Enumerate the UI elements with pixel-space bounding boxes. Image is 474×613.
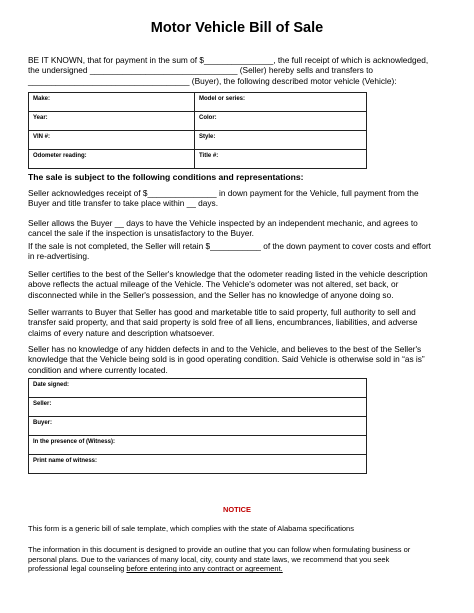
intro-line-3: ___________________________________ (Buyer), the following described motor vehicle (Vehicle): <box>28 75 397 86</box>
intro-paragraph <box>28 55 448 86</box>
paragraph-line: condition and where currently located. <box>28 364 168 375</box>
retention-paragraph <box>28 241 448 262</box>
disclaimer-line: personal plans. Due to the variances of many local, city, county and state laws, we recommend that you seek <box>28 554 390 564</box>
condition-paragraph <box>28 344 448 375</box>
model-field[interactable]: Model or series: <box>195 93 367 112</box>
year-field[interactable]: Year: <box>29 112 195 131</box>
odometer-certification-paragraph <box>28 269 448 300</box>
vehicle-description-table <box>28 92 367 169</box>
paragraph-line: Seller acknowledges receipt of $_______________ in down payment for the Vehicle, full payment from the <box>28 188 419 198</box>
inspection-paragraph <box>28 218 448 239</box>
paragraph-line: claims of every nature and description whatsoever. <box>28 327 215 338</box>
paragraph-line: Seller certifies to the best of the Seller's knowledge that the odometer reading listed in the vehicle description <box>28 269 428 279</box>
notice-line: This form is a generic bill of sale template, which complies with the state of Alabama specifications <box>28 524 354 533</box>
intro-line-2: the undersigned ________________________________ (Seller) hereby sells and transfers to <box>28 65 374 76</box>
paragraph-line: cancel the sale if the inspection is unsatisfactory to the Buyer. <box>28 228 254 239</box>
disclaimer-line: The information in this document is designed to provide an outline that you can follow when formulating business or <box>28 545 411 554</box>
paragraph-line: disconnected while in the Seller's possession, and the Seller has no knowledge of anyone doing so. <box>28 289 394 300</box>
color-field[interactable]: Color: <box>195 112 367 131</box>
conditions-heading: The sale is subject to the following conditions and representations: <box>28 172 304 182</box>
witness-presence-field[interactable]: In the presence of (Witness): <box>29 436 367 455</box>
paragraph-line: If the sale is not completed, the Seller will retain $___________ of the down payment to cover costs and effort <box>28 241 431 251</box>
paragraph-line: Seller warrants to Buyer that Seller has good and marketable title to said property, full authority to sell and <box>28 307 416 317</box>
paragraph-line: Buyer and title transfer to take place within __ days. <box>28 198 219 209</box>
paragraph-line: Seller allows the Buyer __ days to have the Vehicle inspected by an independent mechanic, and agrees to <box>28 218 418 228</box>
intro-line-1: BE IT KNOWN, that for payment in the sum of $_______________, the full receipt of which is acknowledged, <box>28 55 429 65</box>
title-number-field[interactable]: Title #: <box>195 150 367 169</box>
witness-name-field[interactable]: Print name of witness: <box>29 455 367 474</box>
date-signed-field[interactable]: Date signed: <box>29 379 367 398</box>
style-field[interactable]: Style: <box>195 131 367 150</box>
vin-field[interactable]: VIN #: <box>29 131 195 150</box>
buyer-signature-field[interactable]: Buyer: <box>29 417 367 436</box>
make-field[interactable]: Make: <box>29 93 195 112</box>
disclaimer-underlined-text: before entering into any contract or agreement. <box>126 564 283 574</box>
alabama-compliance-note <box>28 524 458 534</box>
disclaimer-text: professional legal counseling <box>28 564 127 574</box>
paragraph-line: Seller has no knowledge of any hidden defects in and to the Vehicle, and believes to the best of the Seller's <box>28 344 422 354</box>
title-warranty-paragraph <box>28 307 448 338</box>
seller-signature-field[interactable]: Seller: <box>29 398 367 417</box>
paragraph-line: in re-advertising. <box>28 251 90 262</box>
disclaimer-line <box>28 564 458 574</box>
odometer-field[interactable]: Odometer reading: <box>29 150 195 169</box>
paragraph-line: above reflects the actual mileage of the Vehicle. The Vehicle's odometer was not altered, set back, or <box>28 279 399 290</box>
down-payment-paragraph <box>28 188 448 209</box>
notice-heading: NOTICE <box>223 505 251 514</box>
legal-disclaimer <box>28 545 458 574</box>
document-title: Motor Vehicle Bill of Sale <box>150 20 324 36</box>
signature-table <box>28 378 367 474</box>
paragraph-line: transfer said property, and that said property is sold free of all liens, encumbrances, liabilities, and adverse <box>28 317 418 328</box>
paragraph-line: knowledge that the Vehicle being sold is in good operating condition. Said Vehicle is otherwise sold in “as is” <box>28 354 425 365</box>
